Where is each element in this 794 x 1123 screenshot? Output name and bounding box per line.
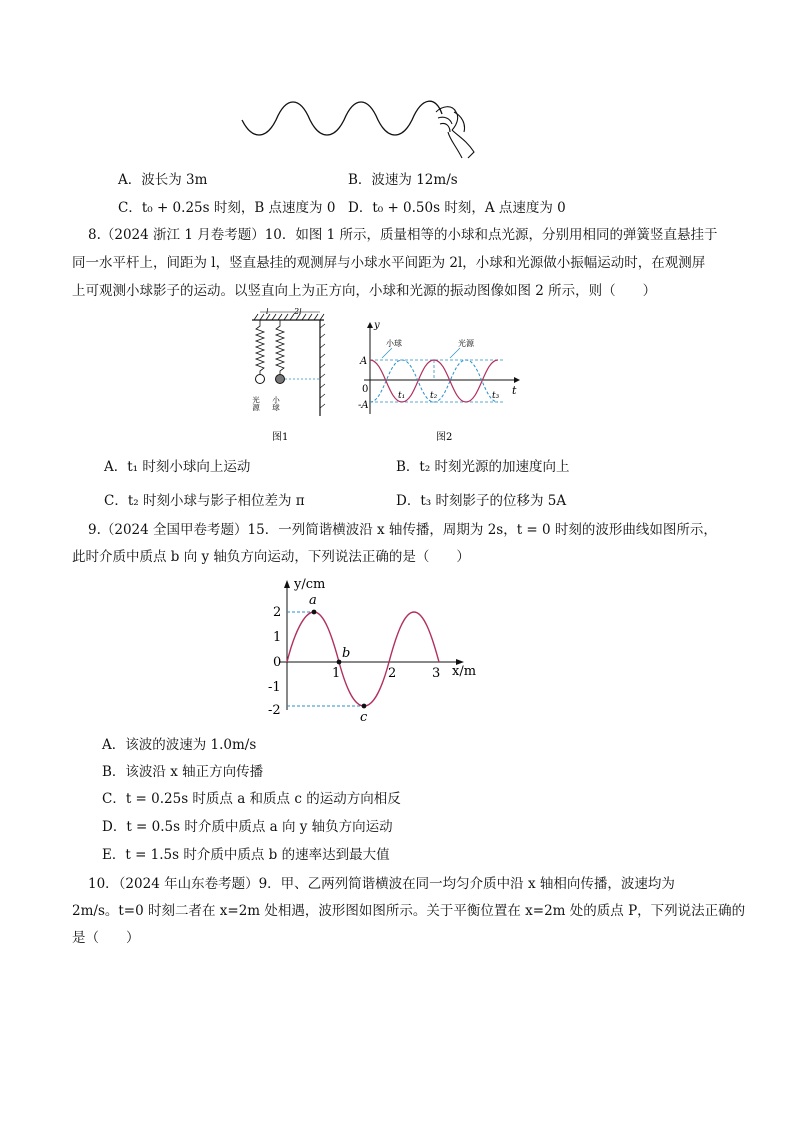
- q9-ytick-neg1: -1: [268, 680, 281, 695]
- fig2-zero-label: 0: [362, 384, 369, 395]
- q9-ytick-neg2: -2: [268, 703, 281, 718]
- hand-icon: [436, 107, 474, 158]
- small-ball: [276, 375, 285, 384]
- q9-point-c: [362, 704, 367, 709]
- fig2-t3-label: t₃: [492, 391, 500, 401]
- spring-left: [256, 320, 264, 374]
- q9-wave-curve: [287, 612, 439, 706]
- light-source: [256, 375, 265, 384]
- q9-stem-line2: 此时介质中质点 b 向 y 轴负方向运动，下列说法正确的是（ ）: [72, 549, 470, 565]
- fig2-y-label: y: [374, 320, 380, 331]
- rope-wave-figure: [230, 82, 490, 162]
- q9-xtick-2: 2: [388, 666, 397, 681]
- q9-label-b: b: [342, 646, 351, 661]
- fig1-source-label: 光源: [251, 396, 261, 411]
- fig2-source-label: 光源: [458, 339, 474, 348]
- q7-option-a: A．波长为 3m: [118, 172, 208, 188]
- fig2-t-label: t: [512, 384, 517, 397]
- q8-option-d: D．t₃ 时刻影子的位移为 5A: [396, 493, 567, 509]
- fig2-ball-label: 小球: [386, 339, 402, 348]
- q9-ylabel: y/cm: [294, 577, 326, 592]
- q9-ytick-1: 1: [273, 630, 282, 645]
- q9-label-a: a: [309, 593, 317, 608]
- q7-option-b: B．波速为 12m/s: [348, 172, 458, 188]
- q8-stem-line3: 上可观测小球影子的运动。以竖直向上为正方向，小球和光源的振动图像如图 2 所示，则（ ）: [72, 283, 657, 299]
- q9-ytick-0: 0: [273, 655, 282, 670]
- fig2-t1-label: t₁: [398, 391, 406, 401]
- fig1-label-l: l: [266, 308, 269, 316]
- q9-ytick-2: 2: [273, 605, 282, 620]
- q8-option-b: B．t₂ 时刻光源的加速度向上: [396, 459, 570, 475]
- q9-wave-figure: [262, 574, 486, 722]
- q10-stem-line2: 2m/s。t=0 时刻二者在 x=2m 处相遇，波形图如图所示。关于平衡位置在 x=2m 处的质点 P，下列说法正确的: [72, 903, 746, 919]
- q9-xlabel: x/m: [452, 664, 477, 679]
- fig1-ball-label: 小球: [271, 396, 281, 411]
- fig2-caption: 图2: [436, 432, 453, 443]
- q9-option-c: C．t = 0.25s 时质点 a 和质点 c 的运动方向相反: [102, 791, 401, 807]
- q7-option-c: C．t₀ + 0.25s 时刻，B 点速度为 0: [118, 200, 336, 216]
- q8-figure-2: [354, 318, 532, 444]
- q9-option-b: B．该波沿 x 轴正方向传播: [102, 764, 264, 780]
- fig2-negA-label: -A: [358, 400, 369, 411]
- q9-point-a: [312, 610, 317, 615]
- q10-stem-line3: 是（ ）: [72, 930, 140, 946]
- fig2-A-label: A: [360, 356, 368, 367]
- rope-wave-curve: [242, 101, 442, 135]
- spring-right: [276, 320, 284, 374]
- q7-option-d: D．t₀ + 0.50s 时刻，A 点速度为 0: [348, 200, 566, 216]
- q9-point-b: [337, 660, 342, 665]
- fig1-label-2l: 2l: [294, 308, 302, 316]
- fig2-t2-label: t₂: [430, 391, 438, 401]
- q9-xtick-3: 3: [432, 666, 441, 681]
- q10-stem-line1: 10．（2024 年山东卷考题）9．甲、乙两列简谐横波在同一均匀介质中沿 x 轴相向传播，波速均为: [88, 876, 675, 892]
- q8-option-c: C．t₂ 时刻小球与影子相位差为 π: [104, 493, 305, 509]
- q8-option-a: A．t₁ 时刻小球向上运动: [104, 459, 251, 475]
- q9-option-d: D．t = 0.5s 时介质中质点 a 向 y 轴负方向运动: [102, 819, 393, 835]
- q9-label-c: c: [360, 710, 368, 722]
- q8-figure-1: [244, 308, 334, 448]
- q8-stem-line1: 8.（2024 浙江 1 月卷考题）10．如图 1 所示，质量相等的小球和点光源，分别用相同的弹簧竖直悬挂于: [88, 227, 718, 243]
- q9-stem-line1: 9.（2024 全国甲卷考题）15．一列简谐横波沿 x 轴传播，周期为 2s，t = 0 时刻的波形曲线如图所示，: [88, 522, 717, 538]
- q9-option-e: E．t = 1.5s 时介质中质点 b 的速率达到最大值: [102, 847, 390, 863]
- q9-option-a: A．该波的波速为 1.0m/s: [102, 737, 257, 753]
- q8-stem-line2: 同一水平杆上，间距为 l，竖直悬挂的观测屏与小球水平间距为 2l，小球和光源做小振幅运动时，在观测屏: [72, 255, 706, 271]
- q9-xtick-1: 1: [332, 666, 341, 681]
- fig1-caption: 图1: [272, 432, 289, 443]
